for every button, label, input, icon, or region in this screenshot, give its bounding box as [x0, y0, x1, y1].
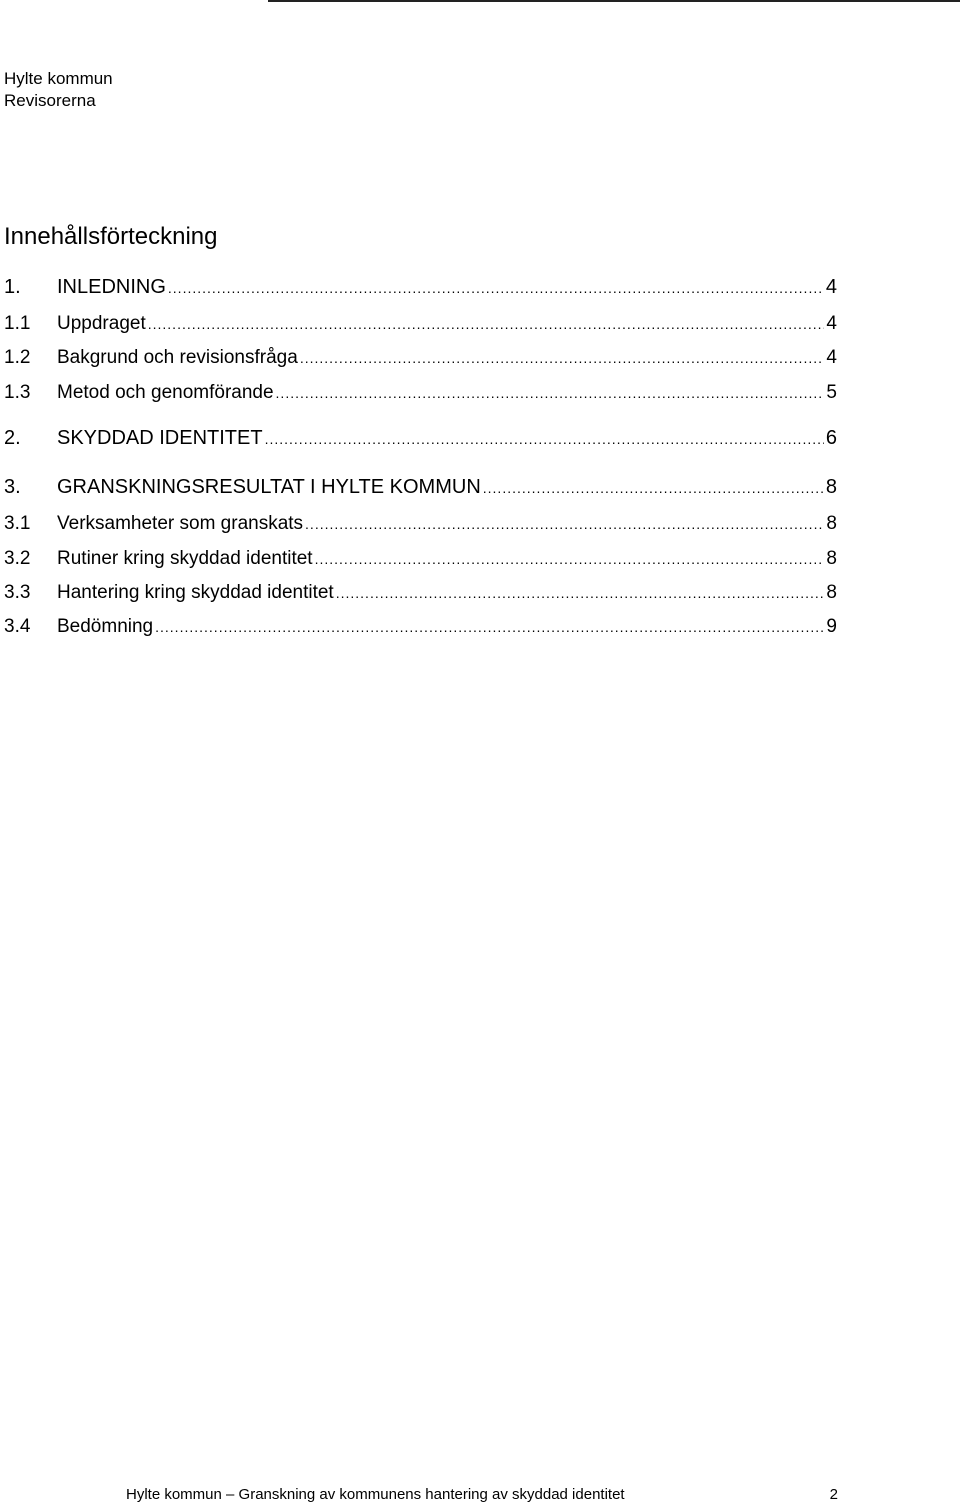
toc-entry[interactable] [4, 276, 837, 299]
dot-leader [336, 585, 825, 601]
toc-entry-page: 8 [826, 513, 837, 534]
dot-leader [168, 280, 824, 296]
toc-entry-number: 1. [4, 276, 21, 298]
toc-entry-title: Bedömning [57, 616, 154, 637]
dot-leader [315, 551, 825, 567]
organization-name: Hylte kommun [4, 69, 113, 88]
toc-entry-title: INLEDNING [57, 276, 166, 298]
toc-entry-title: SKYDDAD IDENTITET [57, 427, 263, 449]
toc-entry-number: 3.1 [4, 513, 31, 534]
toc-entry-number: 1.2 [4, 347, 31, 368]
toc-entry-number: 3. [4, 476, 21, 498]
toc-entry-page: 4 [826, 313, 837, 334]
toc-entry-page: 8 [826, 548, 837, 569]
toc-entry[interactable] [4, 382, 837, 404]
toc-entry-title: Verksamheter som granskats [57, 513, 304, 534]
toc-entry-page: 6 [825, 427, 837, 449]
toc-entry[interactable] [4, 582, 837, 604]
toc-entry-page: 8 [826, 582, 837, 603]
toc-entry-number: 3.3 [4, 582, 31, 603]
toc-entry-title: GRANSKNINGSRESULTAT I HYLTE KOMMUN [57, 476, 481, 498]
toc-entry[interactable] [4, 313, 837, 335]
toc-entry-title: Bakgrund och revisionsfråga [57, 347, 298, 368]
toc-entry[interactable] [4, 513, 837, 535]
toc-entry-number: 1.1 [4, 313, 31, 334]
footer-text: Hylte kommun – Granskning av kommunens hantering av skyddad identitet [126, 1486, 625, 1503]
dot-leader [265, 431, 824, 447]
dot-leader [148, 316, 825, 332]
toc-entry[interactable] [4, 347, 837, 369]
department-name: Revisorerna [4, 91, 96, 110]
toc-entry-title: Rutiner kring skyddad identitet [57, 548, 313, 569]
footer-page-number: 2 [829, 1486, 838, 1503]
dot-leader [276, 385, 825, 401]
toc-entry-title: Uppdraget [57, 313, 146, 334]
page-footer [126, 1486, 838, 1504]
toc-entry-page: 8 [825, 476, 837, 498]
toc-entry-page: 9 [826, 616, 837, 637]
toc-entry-title: Hantering kring skyddad identitet [57, 582, 334, 603]
toc-entry-number: 3.2 [4, 548, 31, 569]
toc-entry[interactable] [4, 548, 837, 570]
dot-leader [300, 350, 825, 366]
toc-entry-title: Metod och genomförande [57, 382, 274, 403]
toc-heading: Innehållsförteckning [4, 223, 218, 250]
toc-entry[interactable] [4, 616, 837, 638]
dot-leader [155, 619, 824, 635]
toc-entry[interactable] [4, 427, 837, 450]
toc-entry-number: 3.4 [4, 616, 31, 637]
toc-entry-page: 4 [825, 276, 837, 298]
toc-entry-page: 5 [826, 382, 837, 403]
toc-entry-page: 4 [826, 347, 837, 368]
dot-leader [483, 480, 824, 496]
toc-entry[interactable] [4, 476, 837, 499]
toc-entry-number: 1.3 [4, 382, 31, 403]
dot-leader [305, 516, 824, 532]
toc-entry-number: 2. [4, 427, 21, 449]
scan-border-line [268, 0, 960, 2]
document-header [4, 68, 113, 112]
